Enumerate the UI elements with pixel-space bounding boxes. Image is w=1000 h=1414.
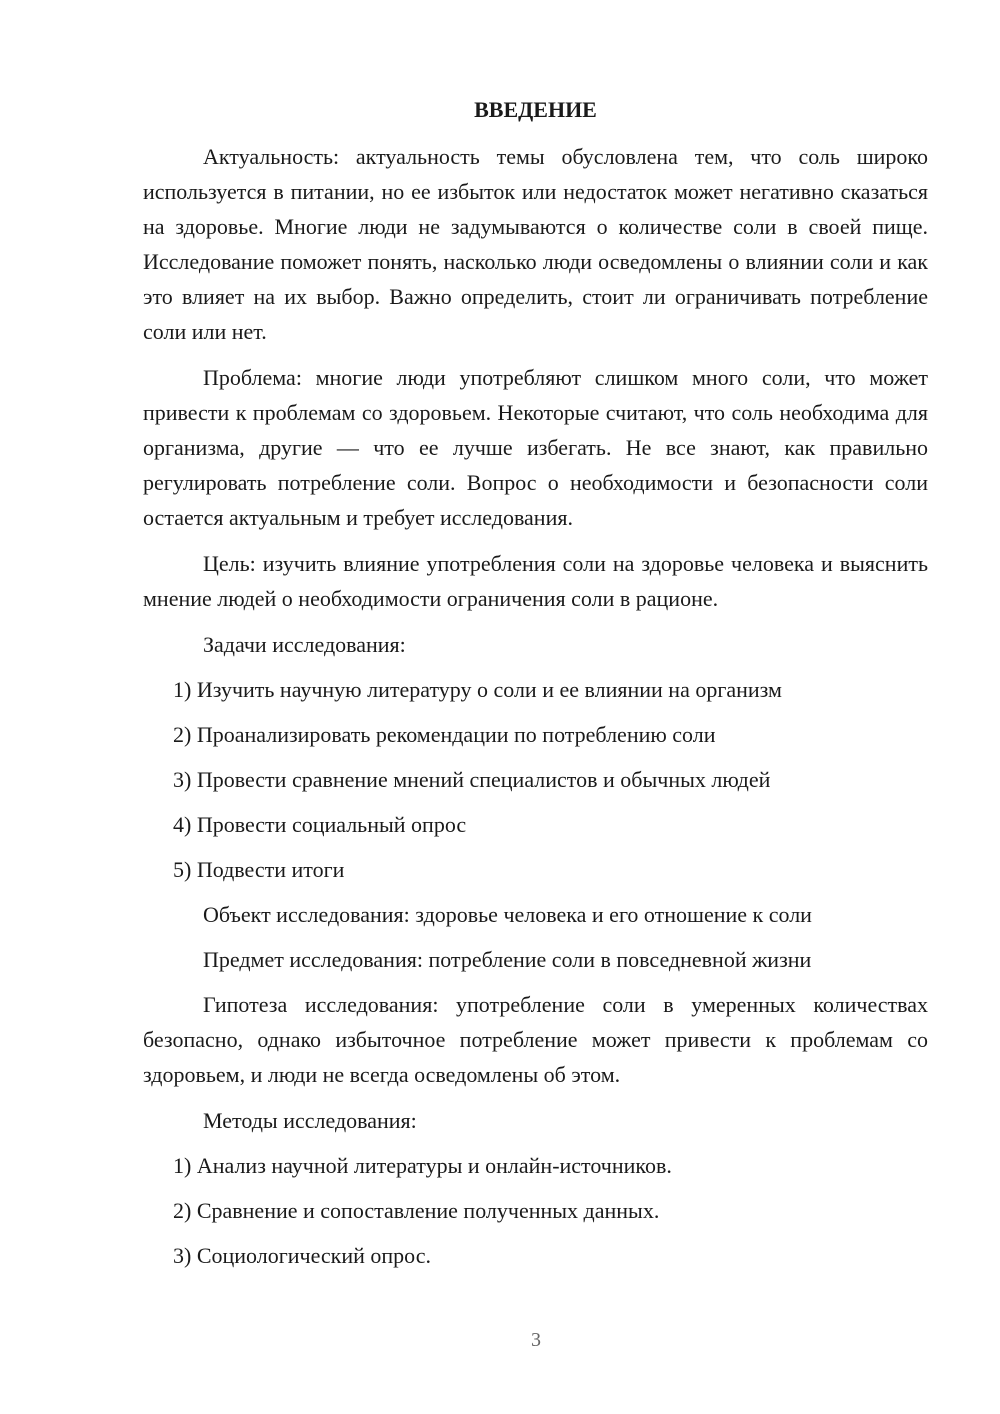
object-paragraph: Объект исследования: здоровье человека и его отношение к соли xyxy=(203,902,812,927)
list-item: 3) Социологический опрос. xyxy=(173,1243,431,1268)
methods-heading: Методы исследования: xyxy=(203,1108,417,1133)
list-item: 1) Изучить научную литературу о соли и ее влиянии на организм xyxy=(173,677,782,702)
list-item: 3) Провести сравнение мнений специалистов и обычных людей xyxy=(173,767,771,792)
relevance-paragraph: Актуальность: актуальность темы обусловлена тем, что соль широко используется в питании, но ее избыток или недостаток может негативно сказаться на здоровье. Многие люди не задумываются о количестве соли в своей пище. Исследование поможет понять, насколько люди осведомлены о влиянии соли и как это влияет на их выбор. Важно определить, стоит ли ограничивать потребление соли или нет. xyxy=(143,144,928,344)
subject-paragraph: Предмет исследования: потребление соли в повседневной жизни xyxy=(203,947,812,972)
list-item: 4) Провести социальный опрос xyxy=(173,812,467,837)
hypothesis-paragraph: Гипотеза исследования: употребление соли в умеренных количествах безопасно, однако избыточное потребление может привести к проблемам со здоровьем, и люди не всегда осведомлены об этом. xyxy=(143,992,928,1087)
tasks-heading: Задачи исследования: xyxy=(203,632,406,657)
page-title: ВВЕДЕНИЕ xyxy=(474,97,597,122)
list-item: 2) Сравнение и сопоставление полученных данных. xyxy=(173,1198,660,1223)
document-page xyxy=(143,92,928,1283)
problem-paragraph: Проблема: многие люди употребляют слишком много соли, что может привести к проблемам со здоровьем. Некоторые считают, что соль необходима для организма, другие — что ее лучше избегать. Не все знают, как правильно регулировать потребление соли. Вопрос о необходимости и безопасности соли остается актуальным и требует исследования. xyxy=(143,365,928,530)
goal-paragraph: Цель: изучить влияние употребления соли на здоровье человека и выяснить мнение людей о необходимости ограничения соли в рационе. xyxy=(143,551,928,611)
list-item: 5) Подвести итоги xyxy=(173,857,345,882)
list-item: 1) Анализ научной литературы и онлайн-источников. xyxy=(173,1153,672,1178)
page-number: 3 xyxy=(531,1329,541,1351)
methods-list xyxy=(143,1148,928,1273)
list-item: 2) Проанализировать рекомендации по потреблению соли xyxy=(173,722,716,747)
tasks-list xyxy=(143,672,928,887)
